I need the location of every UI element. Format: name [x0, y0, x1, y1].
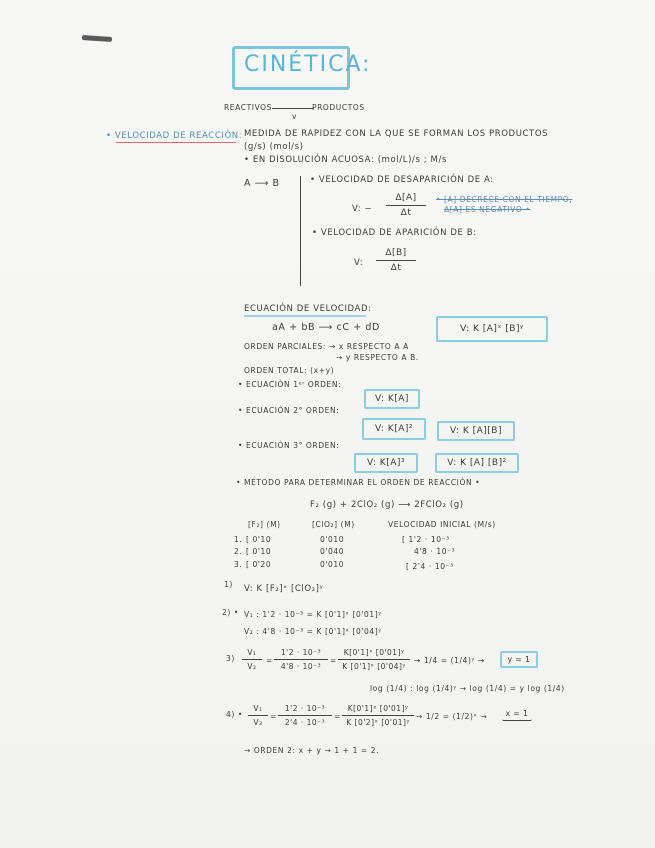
step3-mid-num: 1'2 · 10⁻³ [280, 648, 322, 657]
general-reaction: aA + bB ⟶ cC + dD [272, 322, 380, 333]
step4-mid-fraction [278, 704, 332, 727]
row2-vel: 4'8 · 10⁻³ [414, 547, 456, 556]
row1-clo2: 0'010 [320, 535, 345, 544]
row1-index: 1. [234, 535, 243, 544]
arrow-sub: v [292, 112, 298, 121]
aparicion-den: Δt [390, 263, 402, 273]
row2-clo2: 0'040 [320, 547, 345, 556]
ecuacion-underline [244, 315, 366, 317]
aparicion-fraction [376, 248, 416, 273]
step4-lhs-num: V₁ [253, 704, 263, 713]
step3-mid-fraction [274, 648, 328, 671]
orden-final: → ORDEN 2: x + y → 1 + 1 = 2. [244, 746, 380, 755]
orden-parciales-2: → y RESPECTO A B. [336, 353, 419, 362]
metodo-heading: • MÉTODO PARA DETERMINAR EL ORDEN DE REACCIÓN • [236, 478, 481, 487]
row3-f2: [ 0'20 [246, 560, 272, 569]
step3-r-den: K [0'1]ˣ [0'04]ʸ [342, 662, 406, 671]
fraction-bar [248, 715, 268, 716]
velocity-law-box: V: K [A]ˣ [B]ʸ [436, 316, 548, 342]
row3-clo2: 0'010 [320, 560, 345, 569]
equals-sign: = [270, 712, 277, 721]
step3-lhs-num: V₁ [247, 648, 257, 657]
velocidad-underline [116, 142, 236, 143]
row3-vel: [ 2'4 · 10⁻³ [406, 562, 454, 571]
desaparicion-fraction [386, 193, 426, 218]
step2-number: 2) • [222, 608, 239, 617]
arrow-line [272, 108, 314, 109]
col-header-velocidad: VELOCIDAD INICIAL (M/s) [388, 520, 496, 529]
step4-result-box: x = 1 [502, 707, 532, 721]
equals-sign: = [334, 712, 341, 721]
fraction-bar [242, 659, 262, 660]
col-header-clo2: [ClO₂] (M) [312, 520, 355, 529]
orden1-label: • ECUACIÓN 1ᵉʳ ORDEN: [238, 380, 342, 389]
desaparicion-lhs: V: − [352, 204, 373, 214]
orden-parciales-1: ORDEN PARCIALES: → x RESPECTO A A [244, 342, 409, 351]
step3-lhs-den: V₂ [247, 662, 257, 671]
step2-line1: V₁ : 1'2 · 10⁻³ = K [0'1]ˣ [0'01]ʸ [244, 610, 382, 619]
fraction-bar [342, 715, 414, 716]
step3-r-num: K[0'1]ˣ [0'01]ʸ [343, 648, 405, 657]
velocidad-def2: (g/s) (mol/s) [244, 142, 304, 152]
orden3-box1: V: K[A]³ [354, 453, 418, 473]
orden3-box2: V: K [A] [B]² [435, 453, 519, 473]
aparicion-lhs: V: [354, 258, 364, 268]
step4-right-fraction [342, 704, 414, 727]
orden2-label: • ECUACIÓN 2° ORDEN: [238, 406, 340, 415]
step4-lhs-fraction [248, 704, 268, 727]
fraction-bar [386, 205, 426, 206]
step4-number: 4) • [226, 710, 243, 719]
row2-index: 2. [234, 547, 243, 556]
step3-number: 3) [226, 654, 235, 663]
velocidad-label: • VELOCIDAD DE REACCIÓN: [106, 131, 243, 141]
orden2-box1: V: K[A]² [362, 418, 426, 440]
productos-label: PRODUCTOS [312, 103, 365, 112]
equals-sign: = [266, 656, 273, 665]
step4-mid-num: 1'2 · 10⁻³ [284, 704, 326, 713]
velocidad-def3: • EN DISOLUCIÓN ACUOSA: (mol/L)/s ; M/s [244, 155, 447, 165]
aparicion-label: • VELOCIDAD DE APARICIÓN DE B: [312, 228, 477, 238]
step4-r-num: K[0'1]ˣ [0'01]ʸ [347, 704, 409, 713]
desaparicion-label: • VELOCIDAD DE DESAPARICIÓN DE A: [310, 175, 494, 185]
fraction-bar [338, 659, 410, 660]
step3-tail: → 1/4 = (1/4)ʸ → [414, 656, 485, 665]
log-line: log (1/4) : log (1/4)ʸ → log (1/4) = y log (1/4) [370, 684, 565, 693]
step4-mid-den: 2'4 · 10⁻³ [284, 718, 326, 727]
ab-equation: A ⟶ B [244, 178, 280, 189]
metodo-reaction: F₂ (g) + 2ClO₂ (g) ⟶ 2FClO₂ (g) [310, 500, 464, 510]
step3-mid-den: 4'8 · 10⁻³ [280, 662, 322, 671]
step4-lhs-den: V₃ [253, 718, 263, 727]
aparicion-num: Δ[B] [385, 248, 407, 258]
row1-f2: [ 0'10 [246, 535, 272, 544]
equals-sign: = [330, 656, 337, 665]
reactivos-label: REACTIVOS [224, 103, 273, 112]
page-title: CINÉTICA: [244, 52, 372, 77]
step2-line2: V₂ : 4'8 · 10⁻³ = K [0'1]ˣ [0'04]ʸ [244, 627, 382, 636]
orden2-box2: V: K [A][B] [437, 421, 515, 441]
ecuacion-heading: ECUACIÓN DE VELOCIDAD: [244, 304, 372, 314]
row2-f2: [ 0'10 [246, 547, 272, 556]
note-negativo: Δ[A] ES NEGATIVO • [444, 205, 531, 214]
step4-r-den: K [0'2]ˣ [0'01]ʸ [346, 718, 410, 727]
row1-vel: [ 1'2 · 10⁻³ [402, 535, 450, 544]
velocidad-def1: MEDIDA DE RAPIDEZ CON LA QUE SE FORMAN LOS PRODUCTOS [244, 129, 549, 139]
orden-total: ORDEN TOTAL: (x+y) [244, 366, 335, 375]
col-header-f2: [F₂] (M) [248, 520, 281, 529]
desaparicion-num: Δ[A] [395, 193, 417, 203]
orden3-label: • ECUACIÓN 3° ORDEN: [238, 441, 340, 450]
step1-number: 1) [224, 580, 233, 589]
step1-formula: V: K [F₂]ˣ [ClO₂]ʸ [244, 584, 324, 594]
desaparicion-den: Δt [400, 208, 412, 218]
fraction-bar [376, 260, 416, 261]
step3-right-fraction [338, 648, 410, 671]
step4-tail: → 1/2 = (1/2)ˣ → [416, 712, 488, 721]
orden1-box: V: K[A] [364, 389, 420, 409]
fraction-bar [278, 715, 332, 716]
step3-result-box: y = 1 [500, 651, 538, 668]
fraction-bar [274, 659, 328, 660]
row3-index: 3. [234, 560, 243, 569]
step3-lhs-fraction [242, 648, 262, 671]
note-decrece: • [A] DECRECE CON EL TIEMPO, [436, 195, 573, 204]
brace-line [300, 176, 301, 286]
